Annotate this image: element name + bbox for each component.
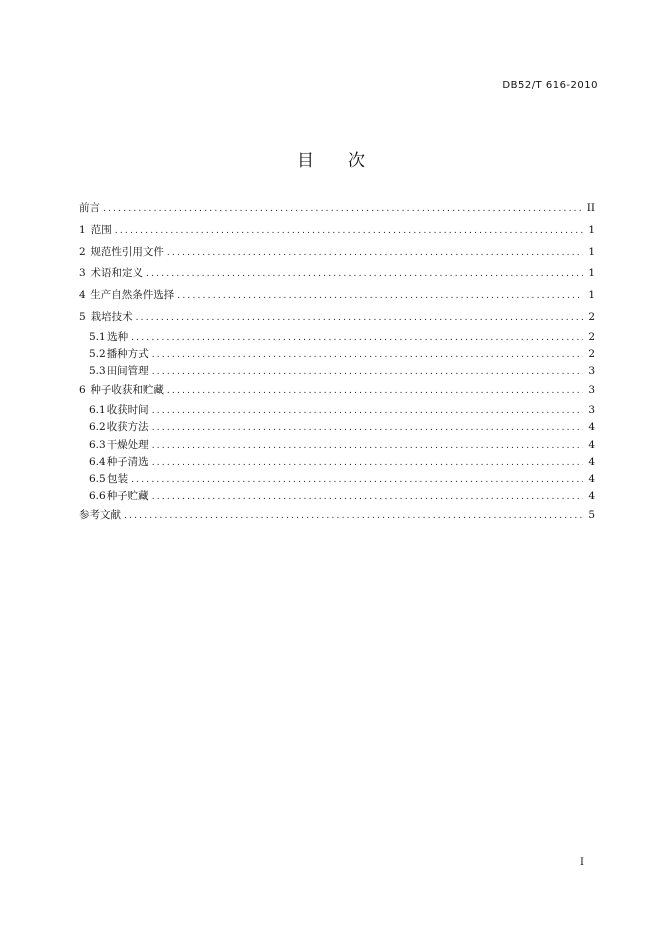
toc-entry-page: 3 bbox=[588, 365, 595, 378]
toc-entry-label: 包装 bbox=[107, 472, 129, 485]
toc-entry-number: 3 bbox=[79, 267, 86, 280]
toc-entry-harvest-method[interactable] bbox=[79, 419, 595, 436]
toc-entry-page: 1 bbox=[588, 245, 595, 258]
toc-leader-dots bbox=[152, 403, 583, 419]
toc-entry-packaging[interactable] bbox=[79, 471, 595, 488]
toc-entry-label: 前言 bbox=[79, 202, 100, 214]
document-code: DB52/T 616-2010 bbox=[502, 80, 598, 91]
toc-entry-drying[interactable] bbox=[79, 437, 595, 454]
toc-entry-page: 3 bbox=[588, 384, 595, 397]
toc-entry-harvest-storage[interactable] bbox=[79, 380, 595, 402]
toc-entry-page: 2 bbox=[588, 330, 595, 343]
toc-entry-page: 4 bbox=[588, 472, 595, 485]
toc-entry-label: 种子贮藏 bbox=[106, 490, 149, 503]
toc-entry-page: 3 bbox=[588, 404, 595, 417]
toc-entry-seed-cleaning[interactable] bbox=[79, 454, 595, 471]
toc-entry-scope[interactable] bbox=[79, 220, 595, 242]
toc-leader-dots bbox=[152, 347, 583, 363]
toc-entry-page: 4 bbox=[588, 490, 595, 503]
toc-entry-number: 6.1 bbox=[89, 404, 106, 417]
toc-leader-dots bbox=[152, 420, 583, 436]
table-of-contents bbox=[79, 198, 595, 527]
toc-entry-page: 2 bbox=[588, 347, 595, 360]
toc-entry-number: 5 bbox=[79, 310, 86, 323]
toc-entry-seed-storage[interactable] bbox=[79, 488, 595, 505]
toc-leader-dots bbox=[167, 381, 583, 402]
toc-entry-label: 收获方法 bbox=[106, 421, 149, 434]
toc-leader-dots bbox=[136, 308, 583, 329]
toc-leader-dots bbox=[152, 364, 583, 380]
toc-entry-label: 干燥处理 bbox=[106, 438, 149, 451]
toc-leader-dots bbox=[103, 199, 583, 220]
toc-entry-number: 5.1 bbox=[89, 330, 106, 343]
toc-entry-page: 5 bbox=[588, 509, 595, 522]
toc-entry-normative-references[interactable] bbox=[79, 242, 595, 264]
toc-entry-number: 4 bbox=[79, 289, 86, 302]
toc-entry-number: 6.4 bbox=[89, 455, 106, 468]
toc-entry-label: 选种 bbox=[107, 330, 129, 343]
toc-entry-number: 6.5 bbox=[89, 472, 106, 485]
toc-title: 目 次 bbox=[297, 151, 365, 171]
toc-entry-references[interactable] bbox=[79, 505, 595, 527]
toc-entry-label: 田间管理 bbox=[106, 365, 149, 378]
toc-leader-dots bbox=[124, 506, 583, 527]
toc-entry-page: 1 bbox=[588, 267, 595, 280]
toc-entry-field-management[interactable] bbox=[79, 363, 595, 380]
toc-entry-number: 2 bbox=[79, 245, 86, 258]
toc-entry-page: 2 bbox=[588, 310, 595, 323]
toc-entry-number: 5.2 bbox=[89, 347, 106, 360]
toc-entry-page: 4 bbox=[588, 438, 595, 451]
toc-entry-page: 4 bbox=[588, 455, 595, 468]
toc-leader-dots bbox=[152, 438, 583, 454]
toc-entry-seed-selection[interactable] bbox=[79, 329, 595, 346]
toc-entry-number: 1 bbox=[79, 223, 86, 236]
toc-entry-page: 1 bbox=[588, 289, 595, 302]
toc-entry-label: 范围 bbox=[90, 223, 112, 236]
page-number: I bbox=[580, 857, 584, 868]
toc-entry-harvest-time[interactable] bbox=[79, 402, 595, 419]
toc-entry-page: 4 bbox=[588, 421, 595, 434]
toc-leader-dots bbox=[146, 264, 583, 285]
toc-entry-foreword[interactable] bbox=[79, 198, 595, 220]
toc-entry-sowing-method[interactable] bbox=[79, 346, 595, 363]
toc-entry-label: 术语和定义 bbox=[90, 267, 144, 280]
toc-entry-label: 规范性引用文件 bbox=[90, 245, 164, 258]
toc-entry-number: 6 bbox=[79, 384, 86, 397]
toc-entry-label: 种子清选 bbox=[106, 455, 149, 468]
toc-leader-dots bbox=[131, 330, 583, 346]
toc-leader-dots bbox=[131, 472, 583, 488]
toc-entry-page: II bbox=[586, 202, 595, 214]
toc-entry-terms-definitions[interactable] bbox=[79, 263, 595, 285]
toc-entry-label: 栽培技术 bbox=[90, 310, 133, 323]
toc-entry-label: 播种方式 bbox=[106, 347, 149, 360]
toc-leader-dots bbox=[177, 286, 583, 307]
toc-leader-dots bbox=[152, 489, 583, 505]
toc-entry-number: 5.3 bbox=[89, 365, 106, 378]
toc-entry-number: 6.3 bbox=[89, 438, 106, 451]
toc-entry-label: 参考文献 bbox=[79, 509, 121, 522]
toc-entry-cultivation[interactable] bbox=[79, 307, 595, 329]
toc-leader-dots bbox=[167, 243, 583, 264]
toc-entry-label: 种子收获和贮藏 bbox=[90, 384, 164, 397]
toc-entry-label: 生产自然条件选择 bbox=[90, 289, 175, 302]
toc-leader-dots bbox=[115, 221, 583, 242]
toc-entry-number: 6.6 bbox=[89, 490, 106, 503]
toc-entry-label: 收获时间 bbox=[106, 404, 149, 417]
toc-entry-page: 1 bbox=[588, 223, 595, 236]
toc-leader-dots bbox=[152, 455, 583, 471]
toc-entry-number: 6.2 bbox=[89, 421, 106, 434]
toc-entry-natural-conditions[interactable] bbox=[79, 285, 595, 307]
